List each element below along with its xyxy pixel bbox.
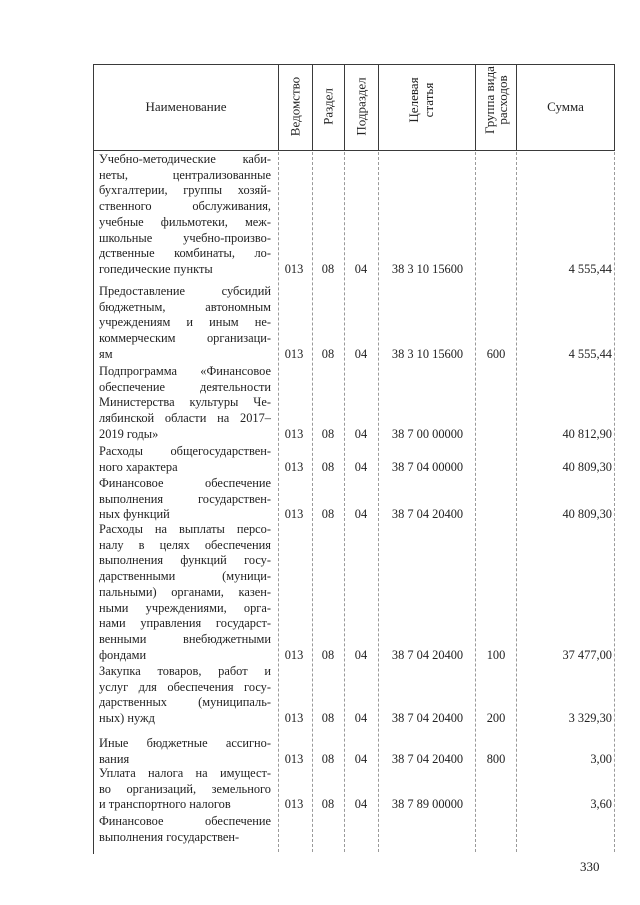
header-department: Ведомство <box>287 76 303 137</box>
row-name <box>99 364 271 443</box>
row-name-line: гопедические пункты <box>99 261 213 276</box>
row-name-line: Иные бюджетные ассигно- <box>99 736 271 750</box>
row-name <box>99 152 271 278</box>
row-name-line: пальными) органами, казен- <box>99 584 271 599</box>
row-subsection: 04 <box>354 647 368 662</box>
table-left-border <box>93 64 94 854</box>
row-amount: 3 329,30 <box>568 711 612 726</box>
row-target-article: 38 7 04 00000 <box>391 459 464 474</box>
body-col-guide <box>278 152 279 852</box>
row-target-article: 38 7 04 20400 <box>391 647 464 662</box>
header-target-article-text: Целевая статья <box>406 77 436 123</box>
row-amount: 3,60 <box>590 797 612 812</box>
row-name <box>99 766 271 813</box>
row-target-article: 38 3 10 15600 <box>391 346 464 361</box>
row-expense-group: 800 <box>486 751 506 766</box>
row-name-line: бюджетным, автономным <box>99 299 271 314</box>
row-name-line: коммерческим организаци- <box>99 331 271 346</box>
row-subsection: 04 <box>354 261 368 276</box>
row-name-line: ных) нужд <box>99 711 155 726</box>
row-name-line: Финансовое обеспечение <box>99 814 271 828</box>
row-name-line: венными внебюджетными <box>99 631 271 646</box>
row-subsection: 04 <box>354 346 368 361</box>
header-section: Раздел <box>320 88 336 125</box>
col-divider-ved <box>312 64 313 150</box>
row-subsection: 04 <box>354 751 368 766</box>
row-target-article: 38 7 89 00000 <box>391 797 464 812</box>
row-expense-group: 100 <box>486 647 506 662</box>
row-name-line: неты, централизованные <box>99 167 271 182</box>
body-col-guide <box>516 152 517 852</box>
row-department: 013 <box>284 426 304 441</box>
row-name-line: налу в целях обеспечения <box>99 537 271 552</box>
col-divider-cel <box>475 64 476 150</box>
row-section: 08 <box>321 711 335 726</box>
col-divider-raz <box>344 64 345 150</box>
row-department: 013 <box>284 261 304 276</box>
header-amount: Сумма <box>547 99 584 114</box>
row-section: 08 <box>321 507 335 522</box>
row-name-line: учреждениям и иным не- <box>99 315 271 330</box>
row-name-line: ными учреждениями, орга- <box>99 600 271 615</box>
row-name <box>99 664 271 727</box>
row-section: 08 <box>321 426 335 441</box>
row-subsection: 04 <box>354 797 368 812</box>
row-name <box>99 476 271 523</box>
row-name-line: Подпрограмма «Финансовое <box>99 364 271 378</box>
row-subsection: 04 <box>354 711 368 726</box>
row-section: 08 <box>321 261 335 276</box>
body-col-guide <box>344 152 345 852</box>
row-name-line: Расходы общегосударствен- <box>99 444 271 458</box>
row-name-line: во организаций, земельного <box>99 781 271 796</box>
row-name-line: Уплата налога на имущест- <box>99 766 271 780</box>
row-name <box>99 814 271 845</box>
body-col-guide <box>614 152 615 852</box>
row-amount: 4 555,44 <box>568 261 612 276</box>
row-name-line: фондами <box>99 647 147 662</box>
row-name-line: Министерства культуры Че- <box>99 395 271 410</box>
row-name-line: ных функций <box>99 507 170 522</box>
row-amount: 40 809,30 <box>562 507 612 522</box>
row-name-line: выполнения государствен- <box>99 491 271 506</box>
row-target-article: 38 7 04 20400 <box>391 711 464 726</box>
row-name-line: Закупка товаров, работ и <box>99 664 271 678</box>
header-subsection: Подраздел <box>353 77 369 136</box>
row-name-line: Предоставление субсидий <box>99 284 271 298</box>
row-expense-group: 600 <box>486 346 506 361</box>
row-name-line: школьные учебно-произво- <box>99 230 271 245</box>
row-name-line: Учебно-методические каби- <box>99 152 271 166</box>
row-department: 013 <box>284 647 304 662</box>
row-name-line: выполнения государствен- <box>99 829 240 844</box>
row-section: 08 <box>321 797 335 812</box>
row-name-line: учебные фильмотеки, меж- <box>99 214 271 229</box>
row-name <box>99 522 271 663</box>
row-name-line: обеспечение деятельности <box>99 379 271 394</box>
header-expense-group <box>483 58 511 142</box>
row-department: 013 <box>284 711 304 726</box>
row-target-article: 38 7 00 00000 <box>391 426 464 441</box>
row-expense-group: 200 <box>486 711 506 726</box>
header-name: Наименование <box>145 99 227 114</box>
row-subsection: 04 <box>354 507 368 522</box>
body-col-guide <box>378 152 379 852</box>
row-name-line: дственные комбинаты, ло- <box>99 246 271 261</box>
row-name-line: нами управления государст- <box>99 616 271 631</box>
col-divider-grp <box>516 64 517 150</box>
body-col-guide <box>475 152 476 852</box>
row-subsection: 04 <box>354 426 368 441</box>
row-name-line: выполнения функций госу- <box>99 553 271 568</box>
row-name <box>99 444 271 475</box>
row-name-line: и транспортного налогов <box>99 797 231 812</box>
row-name-line: бухгалтерии, группы хозяй- <box>99 183 271 198</box>
row-name-line: дарственных (муниципаль- <box>99 695 271 710</box>
row-department: 013 <box>284 751 304 766</box>
body-col-guide <box>312 152 313 852</box>
row-section: 08 <box>321 459 335 474</box>
row-name-line: 2019 годы» <box>99 426 159 441</box>
row-name-line: ям <box>99 346 113 361</box>
row-name <box>99 284 271 363</box>
row-subsection: 04 <box>354 459 368 474</box>
col-divider-name <box>278 64 279 150</box>
row-amount: 40 809,30 <box>562 459 612 474</box>
row-name-line: Финансовое обеспечение <box>99 476 271 490</box>
row-department: 013 <box>284 507 304 522</box>
table-right-border <box>614 64 615 150</box>
row-name-line: ственного обслуживания, <box>99 199 271 214</box>
table-top-border <box>93 64 615 65</box>
row-name-line: вания <box>99 751 130 766</box>
row-department: 013 <box>284 797 304 812</box>
row-section: 08 <box>321 751 335 766</box>
row-name-line: Расходы на выплаты персо- <box>99 522 271 536</box>
row-name-line: услуг для обеспечения госу- <box>99 679 271 694</box>
row-name <box>99 736 271 767</box>
header-expense-group-text: Группа вида расходов <box>482 66 510 134</box>
row-amount: 4 555,44 <box>568 346 612 361</box>
page-number: 330 <box>580 859 600 874</box>
row-target-article: 38 7 04 20400 <box>391 507 464 522</box>
row-name-line: лябинской области на 2017– <box>99 411 271 426</box>
row-section: 08 <box>321 647 335 662</box>
row-name-line: ного характера <box>99 459 178 474</box>
row-amount: 3,00 <box>590 751 612 766</box>
col-divider-pod <box>378 64 379 150</box>
row-section: 08 <box>321 346 335 361</box>
row-target-article: 38 7 04 20400 <box>391 751 464 766</box>
row-amount: 40 812,90 <box>562 426 612 441</box>
row-department: 013 <box>284 346 304 361</box>
row-name-line: дарственными (муници- <box>99 569 271 584</box>
header-bottom-border <box>93 150 615 151</box>
row-amount: 37 477,00 <box>562 647 612 662</box>
row-target-article: 38 3 10 15600 <box>391 261 464 276</box>
row-department: 013 <box>284 459 304 474</box>
header-target-article <box>406 60 446 140</box>
